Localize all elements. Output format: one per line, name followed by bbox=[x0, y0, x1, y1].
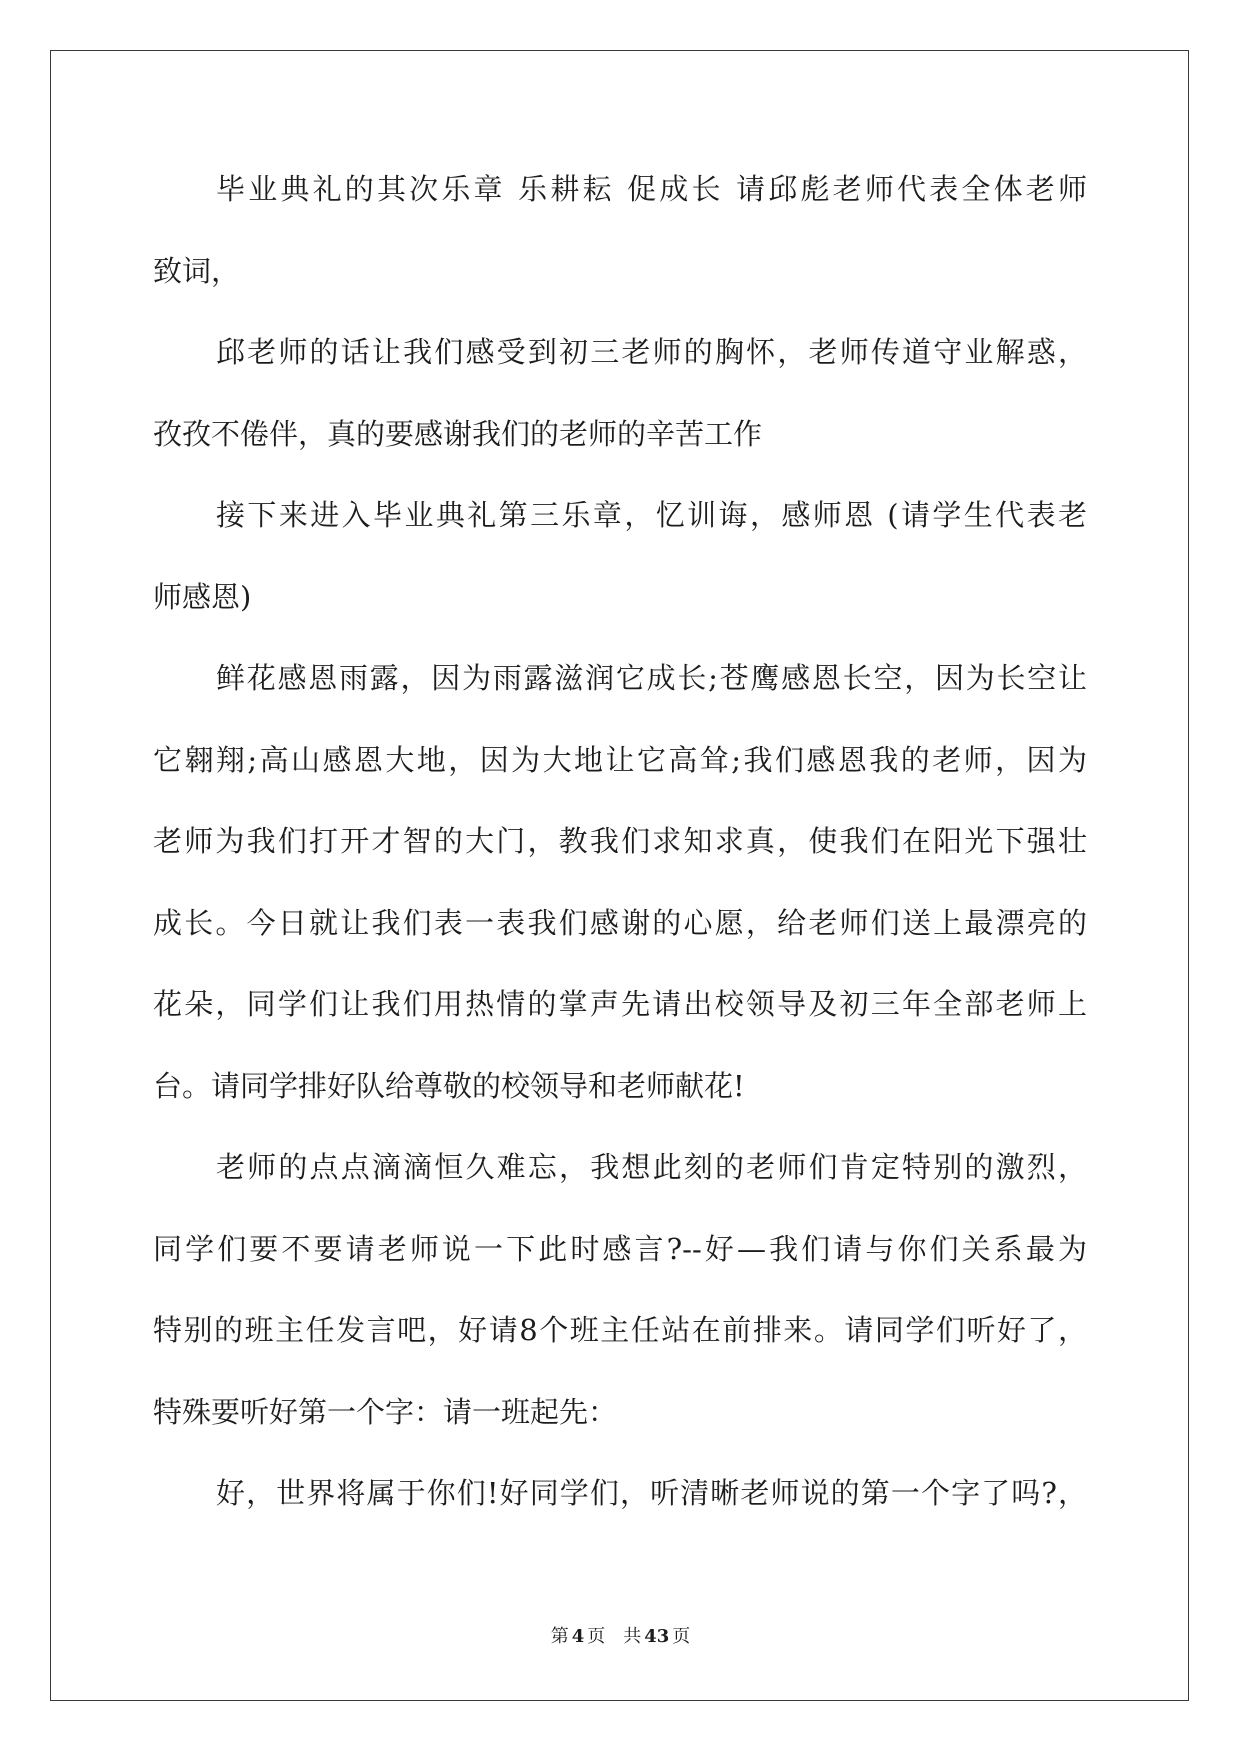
text-line: 同学们要不要请老师说一下此时感言?--好—我们请与你们关系最为 bbox=[153, 1231, 1087, 1266]
document-body bbox=[153, 149, 1087, 1535]
text-line: 好，世界将属于你们!好同学们，听清晰老师说的第一个字了吗?， bbox=[216, 1476, 1087, 1510]
text-line: 师感恩) bbox=[153, 579, 252, 614]
page-number-suffix: 页 bbox=[587, 1626, 606, 1647]
current-page-number: 4 bbox=[571, 1626, 585, 1647]
page-footer bbox=[0, 1624, 1241, 1650]
text-line: 接下来进入毕业典礼第三乐章，忆训诲，感师恩 (请学生代表老 bbox=[216, 498, 1087, 532]
text-line: 毕业典礼的其次乐章 乐耕耘 促成长 请邱彪老师代表全体老师 bbox=[216, 172, 1087, 206]
paragraph bbox=[153, 149, 1087, 312]
total-pages-suffix: 页 bbox=[672, 1626, 691, 1647]
paragraph bbox=[153, 1453, 1087, 1535]
text-line: 特别的班主任发言吧，好请8个班主任站在前排来。请同学们听好了， bbox=[153, 1313, 1087, 1347]
text-line: 老师为我们打开才智的大门，教我们求知求真，使我们在阳光下强壮 bbox=[153, 824, 1087, 858]
text-line: 它翱翔;高山感恩大地，因为大地让它高耸;我们感恩我的老师，因为 bbox=[153, 742, 1087, 777]
paragraph bbox=[153, 475, 1087, 638]
paragraph bbox=[153, 312, 1087, 475]
text-line: 老师的点点滴滴恒久难忘，我想此刻的老师们肯定特别的激烈， bbox=[216, 1150, 1087, 1184]
paragraph bbox=[153, 1127, 1087, 1453]
text-line: 鲜花感恩雨露，因为雨露滋润它成长;苍鹰感恩长空，因为长空让 bbox=[216, 661, 1087, 695]
total-pages-number: 43 bbox=[644, 1626, 670, 1647]
text-line: 致词， bbox=[153, 253, 241, 288]
total-pages-prefix: 共 bbox=[623, 1626, 642, 1647]
text-line: 孜孜不倦伴，真的要感谢我们的老师的辛苦工作 bbox=[153, 416, 763, 451]
text-line: 花朵，同学们让我们用热情的掌声先请出校领导及初三年全部老师上 bbox=[153, 987, 1087, 1021]
text-line: 成长。今日就让我们表一表我们感谢的心愿，给老师们送上最漂亮的 bbox=[153, 905, 1087, 940]
text-line: 特殊要听好第一个字：请一班起先： bbox=[153, 1394, 618, 1429]
text-line: 台。请同学排好队给尊敬的校领导和老师献花! bbox=[153, 1068, 745, 1103]
paragraph bbox=[153, 638, 1087, 1127]
page-number-prefix: 第 bbox=[550, 1626, 569, 1647]
text-line: 邱老师的话让我们感受到初三老师的胸怀，老师传道守业解惑， bbox=[216, 335, 1087, 369]
